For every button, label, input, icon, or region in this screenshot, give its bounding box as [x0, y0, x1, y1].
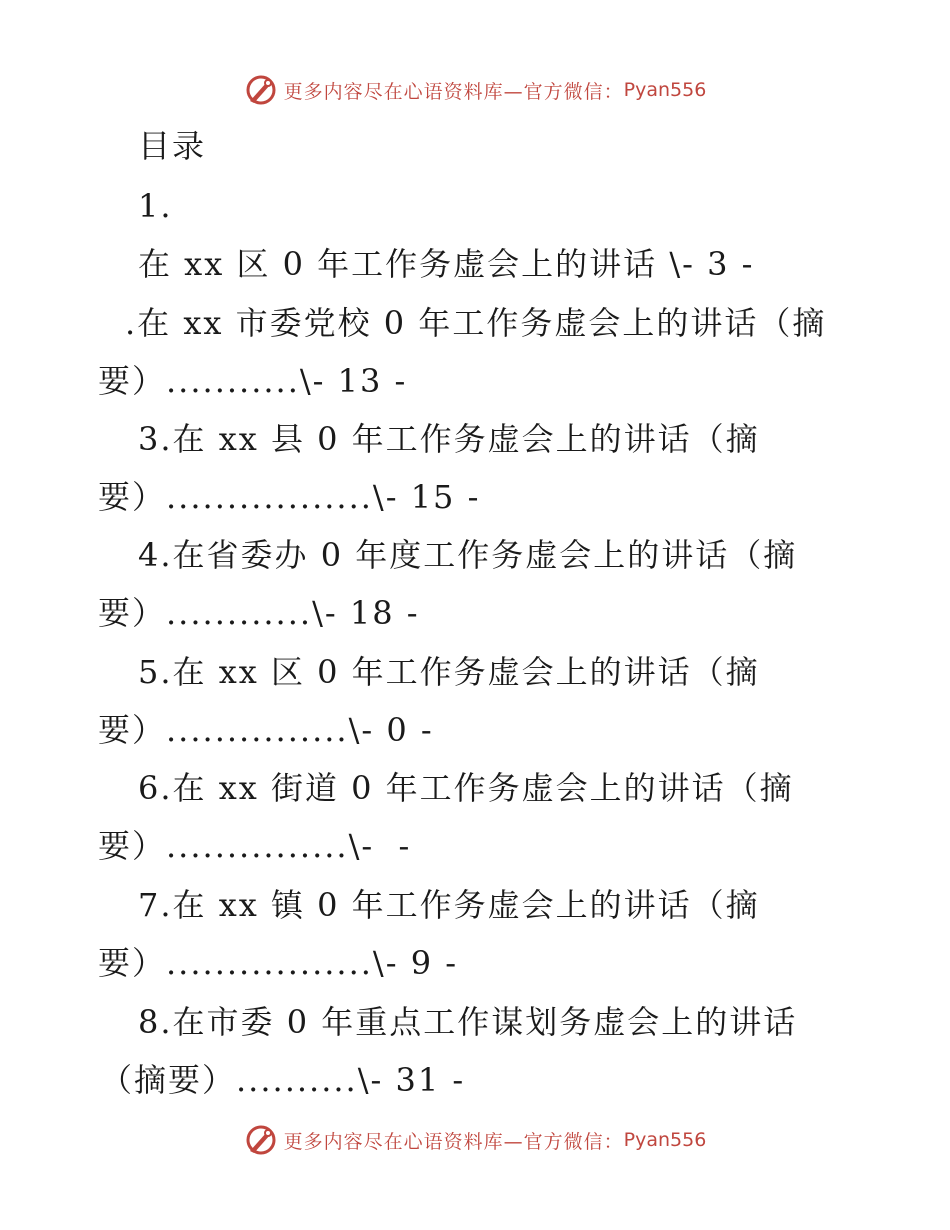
toc-line: 要）...........\- 13 -	[98, 362, 408, 400]
watermark-text: 更多内容尽在心语资料库—官方微信：	[283, 1130, 624, 1153]
toc-line: 8.在市委 0 年重点工作谋划务虚会上的讲话	[138, 1003, 798, 1041]
header-watermark	[0, 70, 950, 110]
toc-line: 要）...............\- 0 -	[98, 711, 434, 749]
toc-line: 4.在省委办 0 年度工作务虚会上的讲话（摘	[138, 536, 798, 574]
watermark-wechat-id: Pyan556	[623, 1129, 707, 1151]
toc-line: 要）.................\- 15 -	[98, 478, 481, 516]
watermark-text: 更多内容尽在心语资料库—官方微信：	[283, 80, 624, 103]
toc-line: 1.	[138, 187, 173, 225]
toc-line: （摘要）..........\- 31 -	[100, 1061, 466, 1099]
pen-logo-icon	[244, 73, 278, 107]
toc-line: 要）...............\- -	[98, 827, 412, 865]
toc-line: 3.在 xx 县 0 年工作务虚会上的讲话（摘	[138, 420, 760, 458]
toc-line: 7.在 xx 镇 0 年工作务虚会上的讲话（摘	[138, 886, 760, 924]
footer-watermark	[0, 1120, 950, 1160]
pen-logo-icon	[244, 1123, 278, 1157]
toc-title: 目录	[138, 127, 207, 165]
toc-line: 在 xx 区 0 年工作务虚会上的讲话 \- 3 -	[138, 245, 755, 283]
toc-line: .在 xx 市委党校 0 年工作务虚会上的讲话（摘	[125, 304, 827, 342]
watermark-wechat-id: Pyan556	[623, 79, 707, 101]
toc-line: 6.在 xx 街道 0 年工作务虚会上的讲话（摘	[138, 769, 794, 807]
toc-line: 要）............\- 18 -	[98, 594, 420, 632]
toc-line: 要）.................\- 9 -	[98, 944, 459, 982]
toc-line: 5.在 xx 区 0 年工作务虚会上的讲话（摘	[138, 653, 760, 691]
